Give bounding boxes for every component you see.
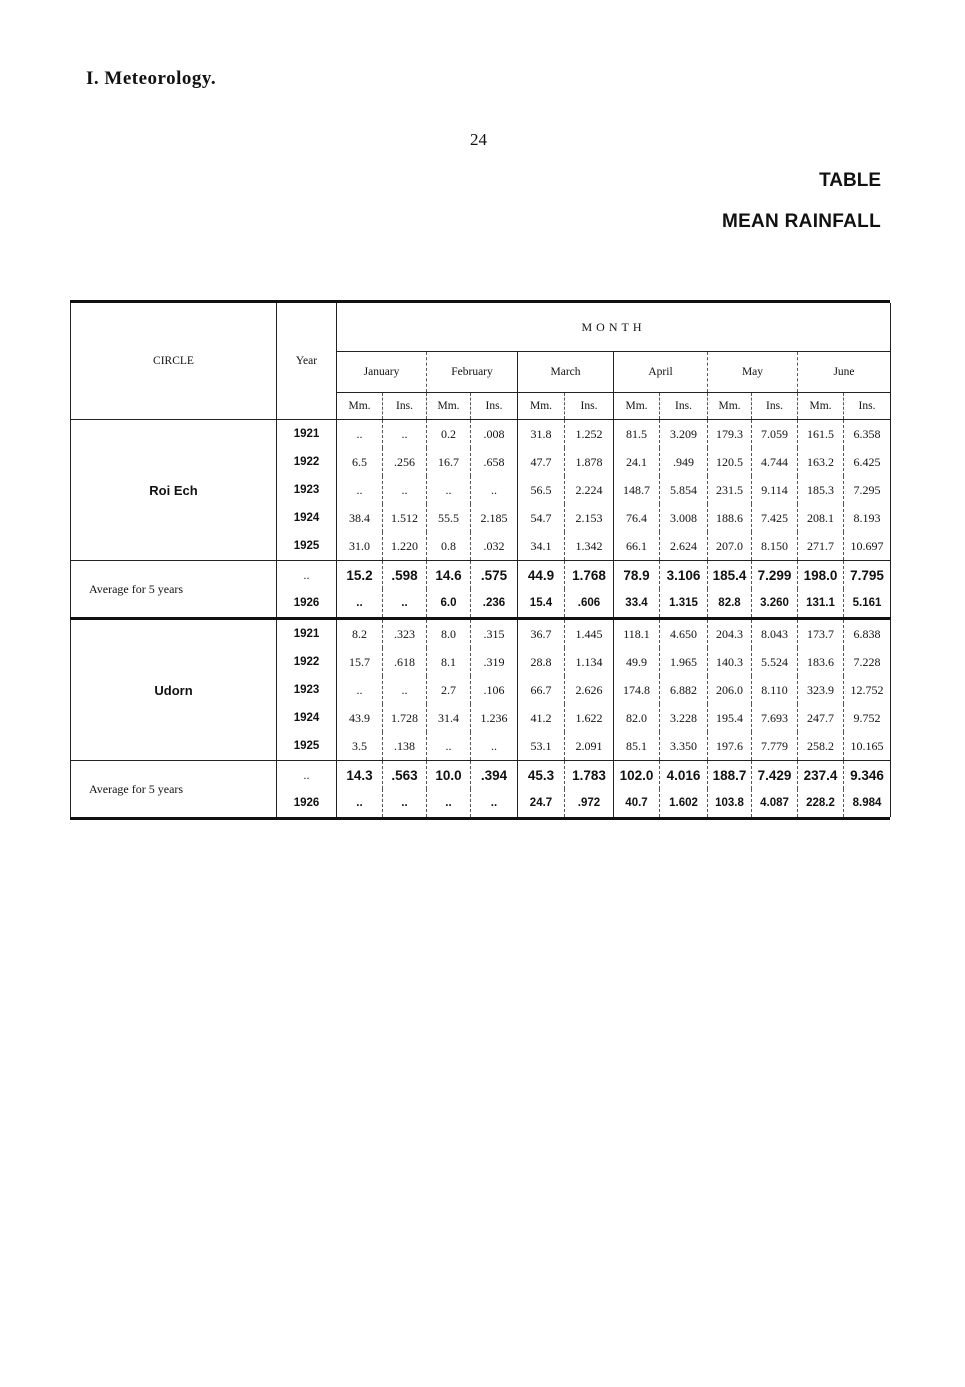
page-number: 24	[470, 130, 487, 149]
rainfall-value-cell: 1.220	[383, 532, 427, 561]
rainfall-value-cell: 1.622	[565, 704, 614, 732]
rainfall-value-cell: 9.114	[752, 476, 798, 504]
average-row	[71, 761, 891, 790]
rainfall-value-cell: 7.228	[844, 648, 891, 676]
average-row	[71, 561, 891, 590]
unit-header: Mm.	[518, 393, 565, 420]
rainfall-value-cell: 33.4	[614, 589, 660, 619]
rainfall-value-cell: 6.425	[844, 448, 891, 476]
year-cell: 1925	[277, 732, 337, 761]
rainfall-value-cell: 7.693	[752, 704, 798, 732]
unit-header: Mm.	[427, 393, 471, 420]
rainfall-value-cell: .256	[383, 448, 427, 476]
rainfall-value-cell: 1.783	[565, 761, 614, 790]
rainfall-value-cell: ..	[356, 797, 363, 809]
rainfall-value-cell: 44.9	[518, 561, 565, 590]
rainfall-value-cell: 8.043	[752, 619, 798, 649]
table-row	[71, 619, 891, 649]
year-cell: 1924	[277, 704, 337, 732]
rainfall-value-cell: 2.7	[427, 676, 471, 704]
circle-header: CIRCLE	[71, 303, 277, 420]
rainfall-value-cell: 140.3	[708, 648, 752, 676]
rainfall-value-cell: 10.0	[427, 761, 471, 790]
rainfall-value-cell: 237.4	[798, 761, 844, 790]
rainfall-value-cell: 2.153	[565, 504, 614, 532]
rainfall-value-cell: 247.7	[798, 704, 844, 732]
rainfall-value-cell: 6.5	[352, 454, 367, 469]
rainfall-value-cell: 174.8	[614, 676, 660, 704]
rainfall-value-cell: 1.965	[660, 648, 708, 676]
rainfall-value-cell: 1.236	[471, 704, 518, 732]
rainfall-value-cell: .032	[471, 532, 518, 561]
rainfall-value-cell: 14.3	[337, 761, 383, 790]
rainfall-value-cell: 173.7	[798, 619, 844, 649]
rainfall-value-cell: ..	[383, 676, 427, 704]
rainfall-value-cell: 8.1	[427, 648, 471, 676]
rainfall-value-cell: .315	[471, 619, 518, 649]
month-header-february: February	[427, 352, 518, 393]
rainfall-value-cell: ..	[427, 476, 471, 504]
rainfall-value-cell: ..	[383, 789, 427, 817]
rainfall-value-cell: 24.7	[518, 789, 565, 817]
month-header-march: March	[518, 352, 614, 393]
rainfall-value-cell: 1.134	[565, 648, 614, 676]
rainfall-value-cell: 15.7	[349, 654, 370, 669]
table-row	[71, 420, 891, 449]
average-year-cell: ..	[277, 761, 337, 790]
year-cell: 1925	[277, 532, 337, 561]
year-cell: 1922	[277, 448, 337, 476]
rainfall-value-cell: 45.3	[518, 761, 565, 790]
rainfall-value-cell: 163.2	[798, 448, 844, 476]
rainfall-value-cell: ..	[383, 420, 427, 449]
rainfall-value-cell: ..	[356, 482, 363, 497]
rainfall-value-cell: 7.059	[752, 420, 798, 449]
rainfall-value-cell: ..	[383, 476, 427, 504]
rainfall-value-cell: ..	[471, 476, 518, 504]
rainfall-value-cell: .949	[660, 448, 708, 476]
rainfall-value-cell: 179.3	[708, 420, 752, 449]
year-cell: 1922	[277, 648, 337, 676]
rainfall-value-cell: 1.342	[565, 532, 614, 561]
unit-header: Ins.	[565, 393, 614, 420]
rainfall-value-cell: 185.4	[708, 561, 752, 590]
year-header: Year	[277, 303, 337, 420]
rainfall-value-cell: 102.0	[614, 761, 660, 790]
unit-header: Mm.	[614, 393, 660, 420]
rainfall-value-cell: .598	[383, 561, 427, 590]
rainfall-value-cell: 43.9	[349, 710, 370, 725]
rainfall-value-cell: 197.6	[708, 732, 752, 761]
rainfall-value-cell: 56.5	[518, 476, 565, 504]
rainfall-value-cell: 78.9	[614, 561, 660, 590]
rainfall-value-cell: 1.445	[565, 619, 614, 649]
rainfall-value-cell: ..	[427, 789, 471, 817]
rainfall-value-cell: 198.0	[798, 561, 844, 590]
rainfall-value-cell: 8.984	[844, 789, 891, 817]
rainfall-value-cell: 1.315	[660, 589, 708, 619]
rainfall-value-cell: 4.650	[660, 619, 708, 649]
rainfall-value-cell: 41.2	[518, 704, 565, 732]
rainfall-value-cell: 2.091	[565, 732, 614, 761]
rainfall-value-cell: 188.7	[708, 761, 752, 790]
rainfall-value-cell: .618	[383, 648, 427, 676]
rainfall-value-cell: 323.9	[798, 676, 844, 704]
month-header-june: June	[798, 352, 891, 393]
rainfall-value-cell: 10.165	[844, 732, 891, 761]
table-label: TABLE	[819, 170, 881, 191]
average-label: Average for 5 years	[71, 761, 277, 818]
rainfall-table-container	[70, 300, 890, 820]
unit-header: Ins.	[844, 393, 891, 420]
unit-header: Ins.	[471, 393, 518, 420]
rainfall-value-cell: 7.795	[844, 561, 891, 590]
rainfall-value-cell: 185.3	[798, 476, 844, 504]
rainfall-value-cell: 7.299	[752, 561, 798, 590]
year-cell: 1926	[277, 789, 337, 817]
unit-header: Mm.	[708, 393, 752, 420]
rainfall-value-cell: 6.882	[660, 676, 708, 704]
rainfall-value-cell: .236	[471, 589, 518, 619]
rainfall-value-cell: 8.2	[337, 619, 383, 649]
rainfall-value-cell: 131.1	[798, 589, 844, 619]
rainfall-value-cell: 3.008	[660, 504, 708, 532]
rainfall-value-cell: .138	[383, 732, 427, 761]
rainfall-value-cell: 195.4	[708, 704, 752, 732]
rainfall-value-cell: 54.7	[518, 504, 565, 532]
month-header: MONTH	[337, 303, 891, 352]
rainfall-value-cell: ..	[383, 589, 427, 619]
rainfall-value-cell: .606	[565, 589, 614, 619]
rainfall-value-cell: 31.0	[349, 538, 370, 553]
rainfall-value-cell: 103.8	[708, 789, 752, 817]
rainfall-value-cell: 85.1	[614, 732, 660, 761]
rainfall-value-cell: 53.1	[518, 732, 565, 761]
rainfall-value-cell: 161.5	[798, 420, 844, 449]
table-caption: MEAN RAINFALL	[721, 211, 881, 232]
rainfall-value-cell: 6.838	[844, 619, 891, 649]
rainfall-value-cell: 38.4	[349, 510, 370, 525]
rainfall-value-cell: 204.3	[708, 619, 752, 649]
rainfall-value-cell: 82.8	[708, 589, 752, 619]
rainfall-value-cell: 188.6	[708, 504, 752, 532]
rainfall-value-cell: 3.209	[660, 420, 708, 449]
rainfall-value-cell: 3.106	[660, 561, 708, 590]
rainfall-value-cell: 1.252	[565, 420, 614, 449]
circle-name: Udorn	[71, 619, 277, 761]
rainfall-value-cell: 7.779	[752, 732, 798, 761]
table-body	[71, 420, 891, 818]
rainfall-value-cell: 34.1	[518, 532, 565, 561]
rainfall-value-cell: 15.2	[337, 561, 383, 590]
rainfall-value-cell: 4.087	[752, 789, 798, 817]
rainfall-value-cell: .319	[471, 648, 518, 676]
rainfall-value-cell: 4.744	[752, 448, 798, 476]
month-header-january: January	[337, 352, 427, 393]
rainfall-value-cell: 9.346	[844, 761, 891, 790]
rainfall-value-cell: .394	[471, 761, 518, 790]
rainfall-value-cell: 206.0	[708, 676, 752, 704]
rainfall-value-cell: 4.016	[660, 761, 708, 790]
rainfall-value-cell: ..	[356, 682, 363, 697]
rainfall-value-cell: 8.150	[752, 532, 798, 561]
rainfall-value-cell: 1.768	[565, 561, 614, 590]
rainfall-value-cell: 31.8	[518, 420, 565, 449]
rainfall-value-cell: 148.7	[614, 476, 660, 504]
rainfall-value-cell: 1.728	[383, 704, 427, 732]
average-label: Average for 5 years	[71, 561, 277, 619]
rainfall-value-cell: 120.5	[708, 448, 752, 476]
rainfall-value-cell: 8.193	[844, 504, 891, 532]
unit-header: Ins.	[383, 393, 427, 420]
rainfall-value-cell: ..	[356, 597, 363, 609]
rainfall-value-cell: 82.0	[614, 704, 660, 732]
rainfall-value-cell: 3.5	[352, 738, 367, 753]
rainfall-value-cell: 1.512	[383, 504, 427, 532]
rainfall-value-cell: 8.0	[427, 619, 471, 649]
rainfall-value-cell: ..	[471, 732, 518, 761]
rainfall-value-cell: 81.5	[614, 420, 660, 449]
month-header-may: May	[708, 352, 798, 393]
rainfall-value-cell: 207.0	[708, 532, 752, 561]
rainfall-value-cell: 0.2	[427, 420, 471, 449]
rainfall-value-cell: 36.7	[518, 619, 565, 649]
rainfall-value-cell: 31.4	[427, 704, 471, 732]
rainfall-value-cell: 76.4	[614, 504, 660, 532]
rainfall-value-cell: 1.602	[660, 789, 708, 817]
year-cell: 1926	[277, 589, 337, 619]
rainfall-value-cell: 1.878	[565, 448, 614, 476]
rainfall-value-cell: .008	[471, 420, 518, 449]
year-cell: 1924	[277, 504, 337, 532]
rainfall-value-cell: 228.2	[798, 789, 844, 817]
rainfall-value-cell: 66.1	[614, 532, 660, 561]
rainfall-value-cell: 2.224	[565, 476, 614, 504]
rainfall-value-cell: 2.626	[565, 676, 614, 704]
unit-header: Ins.	[752, 393, 798, 420]
unit-header: Ins.	[660, 393, 708, 420]
rainfall-value-cell: 12.752	[844, 676, 891, 704]
rainfall-value-cell: ..	[427, 732, 471, 761]
rainfall-value-cell: .575	[471, 561, 518, 590]
rainfall-value-cell: 2.185	[471, 504, 518, 532]
rainfall-value-cell: 3.260	[752, 589, 798, 619]
year-cell: 1923	[277, 676, 337, 704]
rainfall-value-cell: 118.1	[614, 619, 660, 649]
rainfall-value-cell: 258.2	[798, 732, 844, 761]
rainfall-value-cell: ..	[471, 789, 518, 817]
rainfall-value-cell: 2.624	[660, 532, 708, 561]
rainfall-value-cell: 8.110	[752, 676, 798, 704]
rainfall-value-cell: 47.7	[518, 448, 565, 476]
average-year-cell: ..	[277, 561, 337, 590]
rainfall-value-cell: 6.358	[844, 420, 891, 449]
year-cell: 1921	[277, 619, 337, 649]
year-cell: 1921	[277, 420, 337, 449]
rainfall-value-cell: 40.7	[614, 789, 660, 817]
rainfall-value-cell: ..	[356, 426, 363, 441]
rainfall-value-cell: 5.524	[752, 648, 798, 676]
rainfall-value-cell: 55.5	[427, 504, 471, 532]
unit-header: Mm.	[337, 393, 383, 420]
rainfall-value-cell: .106	[471, 676, 518, 704]
rainfall-value-cell: 3.228	[660, 704, 708, 732]
rainfall-table	[70, 303, 891, 817]
rainfall-value-cell: .972	[565, 789, 614, 817]
rainfall-value-cell: 28.8	[518, 648, 565, 676]
rainfall-value-cell: 0.8	[427, 532, 471, 561]
rainfall-value-cell: .563	[383, 761, 427, 790]
rainfall-value-cell: 15.4	[518, 589, 565, 619]
rainfall-value-cell: 7.425	[752, 504, 798, 532]
section-title: I. Meteorology.	[86, 68, 217, 89]
rainfall-value-cell: 16.7	[427, 448, 471, 476]
rainfall-value-cell: 208.1	[798, 504, 844, 532]
year-cell: 1923	[277, 476, 337, 504]
rainfall-value-cell: .323	[383, 619, 427, 649]
rainfall-value-cell: 271.7	[798, 532, 844, 561]
rainfall-value-cell: 5.854	[660, 476, 708, 504]
rainfall-value-cell: 49.9	[614, 648, 660, 676]
month-header-april: April	[614, 352, 708, 393]
rainfall-value-cell: 9.752	[844, 704, 891, 732]
rainfall-value-cell: 231.5	[708, 476, 752, 504]
rainfall-value-cell: 7.295	[844, 476, 891, 504]
rainfall-value-cell: 183.6	[798, 648, 844, 676]
rainfall-value-cell: 24.1	[614, 448, 660, 476]
circle-name: Roi Ech	[71, 420, 277, 561]
rainfall-value-cell: 6.0	[427, 589, 471, 619]
rainfall-value-cell: 10.697	[844, 532, 891, 561]
unit-header: Mm.	[798, 393, 844, 420]
rainfall-value-cell: 5.161	[844, 589, 891, 619]
rainfall-value-cell: 14.6	[427, 561, 471, 590]
rainfall-value-cell: 7.429	[752, 761, 798, 790]
rainfall-value-cell: .658	[471, 448, 518, 476]
rainfall-value-cell: 66.7	[518, 676, 565, 704]
rainfall-value-cell: 3.350	[660, 732, 708, 761]
